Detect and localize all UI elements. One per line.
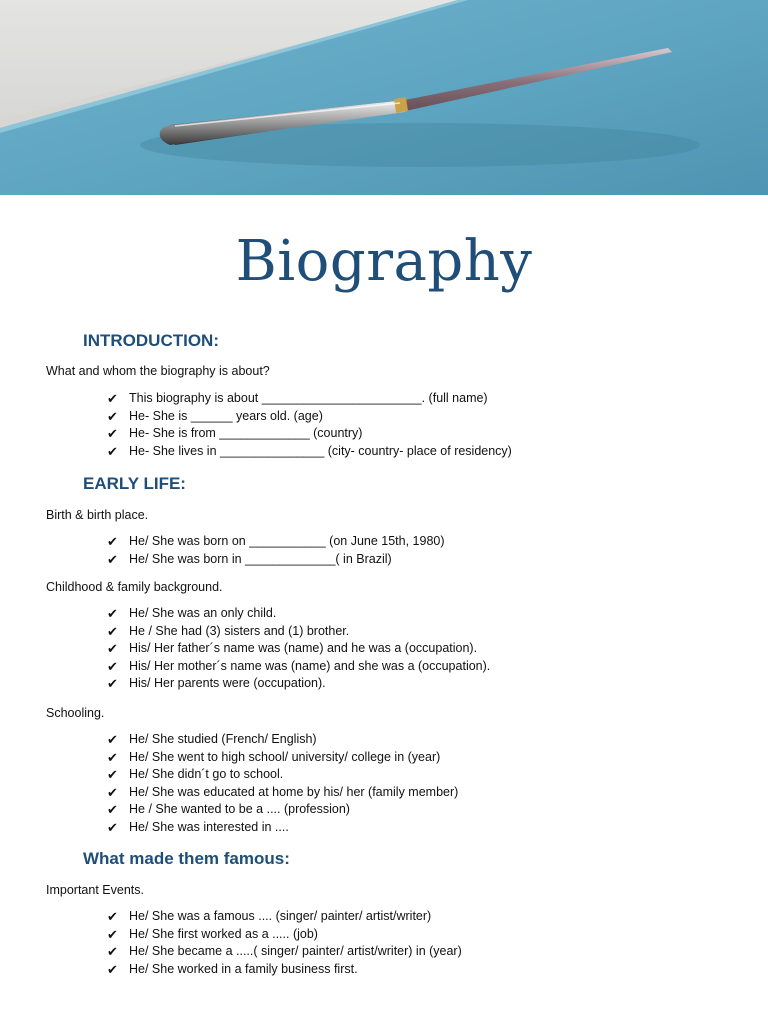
checklist bbox=[107, 605, 490, 693]
section-heading-famous: What made them famous: bbox=[83, 849, 290, 868]
checkmark-icon: ✔ bbox=[107, 926, 118, 942]
checkmark-icon: ✔ bbox=[107, 606, 118, 621]
checkmark-icon: ✔ bbox=[107, 623, 118, 639]
checkmark-icon: ✔ bbox=[107, 641, 118, 657]
list-item: ✔ He/ She studied (French/ English) bbox=[107, 732, 317, 747]
list-item: ✔ He/ She became a .....( singer/ painter/ artist/writer) in (year) bbox=[107, 944, 462, 960]
checkmark-icon: ✔ bbox=[107, 551, 118, 567]
list-item: ✔ He/ She was interested in .... bbox=[107, 819, 289, 835]
list-item: ✔ He- She lives in _______________ (city- country- place of residency) bbox=[107, 443, 512, 459]
checklist bbox=[107, 390, 512, 460]
checklist bbox=[107, 533, 445, 568]
checkmark-icon: ✔ bbox=[107, 391, 118, 406]
list-item: ✔ His/ Her mother´s name was (name) and she was a (occupation). bbox=[107, 658, 491, 674]
checkmark-icon: ✔ bbox=[107, 819, 118, 835]
list-item: ✔ He/ She was born in _____________( in Brazil) bbox=[107, 551, 392, 567]
list-item: ✔ This biography is about _______________________. (full name) bbox=[107, 391, 488, 406]
list-item: ✔ He/ She first worked as a ..... (job) bbox=[107, 926, 318, 942]
list-item: ✔ He / She wanted to be a .... (profession) bbox=[107, 802, 350, 818]
checklist bbox=[107, 731, 458, 837]
subsection-label: Schooling. bbox=[46, 706, 105, 720]
checkmark-icon: ✔ bbox=[107, 767, 118, 783]
list-item: ✔ He/ She was born on ___________ (on June 15th, 1980) bbox=[107, 534, 445, 549]
question-label: What and whom the biography is about? bbox=[46, 364, 270, 378]
checkmark-icon: ✔ bbox=[107, 909, 118, 924]
subsection-label: Childhood & family background. bbox=[46, 580, 223, 594]
list-item: ✔ He/ She was a famous .... (singer/ painter/ artist/writer) bbox=[107, 909, 432, 924]
list-item: ✔ He/ She worked in a family business first. bbox=[107, 961, 358, 977]
checkmark-icon: ✔ bbox=[107, 961, 118, 977]
list-item: ✔ He/ She was educated at home by his/ her (family member) bbox=[107, 784, 459, 800]
list-item: ✔ He/ She didn´t go to school. bbox=[107, 767, 284, 783]
header-photo bbox=[0, 0, 768, 195]
list-item: ✔ He/ She was an only child. bbox=[107, 606, 277, 621]
list-item: ✔ He- She is from _____________ (country) bbox=[107, 426, 363, 442]
checkmark-icon: ✔ bbox=[107, 408, 118, 424]
list-item: ✔ He/ She went to high school/ university/ college in (year) bbox=[107, 749, 441, 765]
list-item: ✔ His/ Her parents were (occupation). bbox=[107, 676, 326, 692]
checkmark-icon: ✔ bbox=[107, 802, 118, 818]
list-item: ✔ He- She is ______ years old. (age) bbox=[107, 408, 323, 424]
checkmark-icon: ✔ bbox=[107, 732, 118, 747]
checkmark-icon: ✔ bbox=[107, 944, 118, 960]
checkmark-icon: ✔ bbox=[107, 749, 118, 765]
section-heading-introduction: INTRODUCTION: bbox=[83, 331, 219, 350]
checklist bbox=[107, 908, 462, 978]
checkmark-icon: ✔ bbox=[107, 534, 118, 549]
subsection-label: Birth & birth place. bbox=[46, 508, 149, 522]
subsection-label: Important Events. bbox=[46, 883, 144, 897]
checkmark-icon: ✔ bbox=[107, 426, 118, 442]
page-title: Biography bbox=[235, 229, 533, 294]
checkmark-icon: ✔ bbox=[107, 443, 118, 459]
checkmark-icon: ✔ bbox=[107, 658, 118, 674]
list-item: ✔ He / She had (3) sisters and (1) brother. bbox=[107, 623, 350, 639]
list-item: ✔ His/ Her father´s name was (name) and he was a (occupation). bbox=[107, 641, 478, 657]
checkmark-icon: ✔ bbox=[107, 784, 118, 800]
checkmark-icon: ✔ bbox=[107, 676, 118, 692]
section-heading-early-life: EARLY LIFE: bbox=[83, 474, 186, 493]
